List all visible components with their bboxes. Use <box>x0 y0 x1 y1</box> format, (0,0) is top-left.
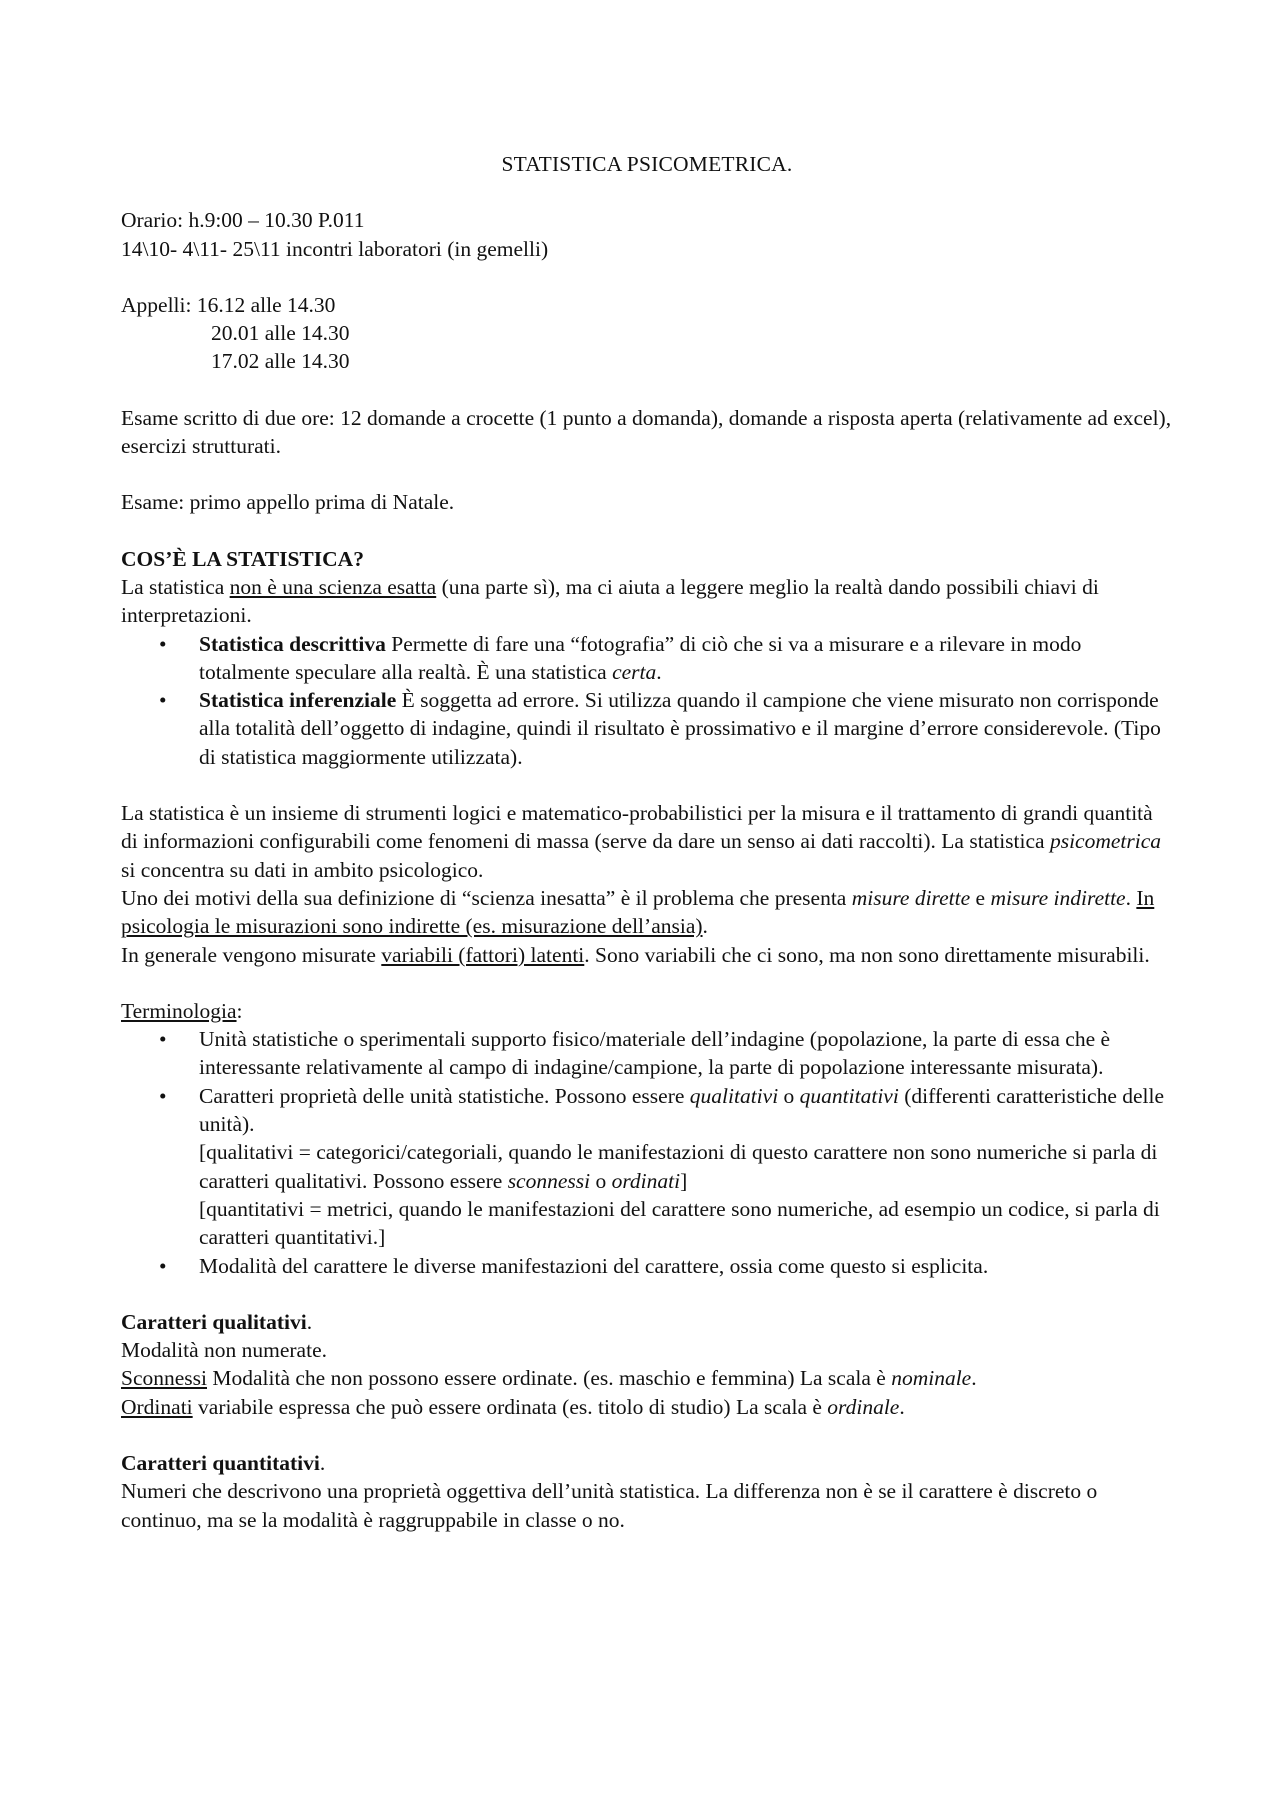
statistica-types-list <box>121 630 1173 771</box>
text-run: . <box>656 659 662 684</box>
text-run: In generale vengono misurate <box>121 942 382 967</box>
text-run: [qualitativi = categorici/categoriali, quando le manifestazioni di questo carattere non sono numeriche si parla di caratteri qualitativi. Possono essere <box>199 1140 1158 1193</box>
term-bold: Statistica inferenziale <box>199 688 397 713</box>
text-run: . <box>702 914 708 939</box>
statistica-definition-paragraph <box>121 799 1173 884</box>
underlined-text: Terminologia <box>121 998 237 1023</box>
underlined-text: non è una scienza esatta <box>229 574 437 599</box>
appelli-block <box>121 291 1173 376</box>
italic-text: ordinale <box>827 1394 900 1419</box>
text-run: [quantitativi = metrici, quando le manifestazioni del carattere sono numeriche, ad esempio un codice, si parla di caratteri quantitativi.] <box>199 1196 1160 1250</box>
text-run: La statistica <box>121 574 230 599</box>
page-title: STATISTICA PSICOMETRICA. <box>501 152 793 176</box>
list-item <box>121 1025 1173 1082</box>
italic-text: certa <box>612 659 657 684</box>
text-run: variabile espressa che può essere ordinata (es. titolo di studio) La scala è <box>192 1394 828 1419</box>
bullet-icon: • <box>159 1083 167 1108</box>
text-run: . <box>319 1450 326 1475</box>
list-item <box>121 686 1173 771</box>
heading-bold: Caratteri quantitativi <box>121 1450 320 1475</box>
bullet-icon: • <box>159 631 167 656</box>
terminologia-list <box>121 1025 1173 1280</box>
italic-text: nominale <box>891 1366 972 1391</box>
text-run: : <box>236 998 243 1023</box>
italic-text: misure indirette <box>990 885 1126 910</box>
appelli-date: 17.02 alle 14.30 <box>211 349 350 374</box>
sconnessi-line <box>121 1364 1173 1392</box>
laboratori-line: 14\10- 4\11- 25\11 incontri laboratori (in gemelli) <box>121 236 549 261</box>
text-run: Permette di fare una “fotografia” di ciò che si va a misurare e a rilevare in modo totalmente speculare alla realtà. È una statistica <box>199 631 1082 684</box>
text-run: La statistica è un insieme di strumenti logici e matematico-probabilistici per la misura e il trattamento di grandi quantità di informazioni configurabili come fenomeni di massa (serve da dare un senso ai dati raccolti). La statistica <box>121 801 1153 854</box>
terminologia-heading <box>121 997 1173 1025</box>
text-run: (una parte sì), ma ci aiuta a leggere meglio la realtà dando possibili chiavi di interpretazioni. <box>121 574 1099 628</box>
text-run: Uno dei motivi della sua definizione di “scienza inesatta” è il problema che presenta <box>121 885 852 910</box>
text-run: . Sono variabili che ci sono, ma non sono direttamente misurabili. <box>584 942 1150 967</box>
list-item <box>121 1252 1173 1280</box>
qualitativi-line: Modalità non numerate. <box>121 1338 327 1363</box>
esame-scritto-paragraph: Esame scritto di due ore: 12 domande a crocette (1 punto a domanda), domande a risposta aperta (relativamente ad excel), esercizi strutturati. <box>121 405 1172 459</box>
italic-text: ordinati <box>611 1168 681 1193</box>
text-run: Caratteri proprietà delle unità statistiche. Possono essere <box>199 1083 690 1108</box>
quantitativi-paragraph: Numeri che descrivono una proprietà oggettiva dell’unità statistica. La differenza non è se il carattere è discreto o continuo, ma se la modalità è raggruppabile in classe o no. <box>121 1479 1098 1532</box>
underlined-text: In psicologia le misurazioni sono indirette (es. misurazione dell’ansia) <box>121 885 1155 939</box>
section-heading-cose: COS’È LA STATISTICA? <box>121 546 364 571</box>
appelli-label: Appelli: <box>121 292 192 317</box>
misure-paragraph <box>121 884 1173 941</box>
list-item <box>121 1082 1173 1252</box>
underlined-text: variabili (fattori) latenti <box>381 942 585 967</box>
text-run: e <box>970 885 991 910</box>
italic-text: misure dirette <box>851 885 971 910</box>
text-run: o <box>778 1083 800 1108</box>
italic-text: sconnessi <box>507 1168 591 1193</box>
bullet-icon: • <box>159 688 167 713</box>
text-run: Unità statistiche o sperimentali supporto fisico/materiale dell’indagine (popolazione, la parte di essa che è interessante relativamente al campo di indagine/campione, la parte di popolazione interessante misurata). <box>199 1027 1111 1080</box>
italic-text: quantitativi <box>799 1083 899 1108</box>
text-run: . <box>971 1366 977 1391</box>
italic-text: psicometrica <box>1049 829 1162 854</box>
appelli-date: 20.01 alle 14.30 <box>211 321 350 346</box>
variabili-latenti-paragraph <box>121 941 1173 969</box>
ordinati-line <box>121 1393 1173 1421</box>
text-run: . <box>899 1394 905 1419</box>
appelli-date: 16.12 alle 14.30 <box>196 292 336 317</box>
underlined-text: Ordinati <box>121 1394 193 1419</box>
bullet-icon: • <box>159 1253 167 1278</box>
qualitativi-heading <box>121 1308 1173 1336</box>
text-run: (differenti caratteristiche delle unità). <box>199 1083 1165 1137</box>
document-page <box>121 150 1173 1534</box>
list-item <box>121 630 1173 687</box>
esame-natale-line: Esame: primo appello prima di Natale. <box>121 490 455 515</box>
italic-text: qualitativi <box>689 1083 779 1108</box>
text-run: Modalità del carattere le diverse manifestazioni del carattere, ossia come questo si esplicita. <box>199 1253 989 1278</box>
text-run: ] <box>680 1168 688 1193</box>
text-run: si concentra su dati in ambito psicologico. <box>121 857 484 882</box>
text-run: Modalità che non possono essere ordinate. (es. maschio e femmina) La scala è <box>207 1366 892 1391</box>
text-run: È soggetta ad errore. Si utilizza quando il campione che viene misurato non corrisponde alla totalità dell’oggetto di indagine, quindi il risultato è prossimativo e il margine d’errore considerevole. (Tipo di statistica maggiormente utilizzata). <box>199 688 1161 769</box>
bullet-icon: • <box>159 1027 167 1052</box>
text-run: . <box>306 1309 313 1334</box>
quantitativi-heading <box>121 1449 1173 1477</box>
term-bold: Statistica descrittiva <box>199 631 386 656</box>
text-run: o <box>590 1168 612 1193</box>
heading-bold: Caratteri qualitativi <box>121 1309 307 1334</box>
underlined-text: Sconnessi <box>121 1366 207 1391</box>
text-run: . <box>1125 885 1137 910</box>
orario-line: Orario: h.9:00 – 10.30 P.011 <box>121 208 365 233</box>
cose-intro-paragraph <box>121 573 1173 630</box>
